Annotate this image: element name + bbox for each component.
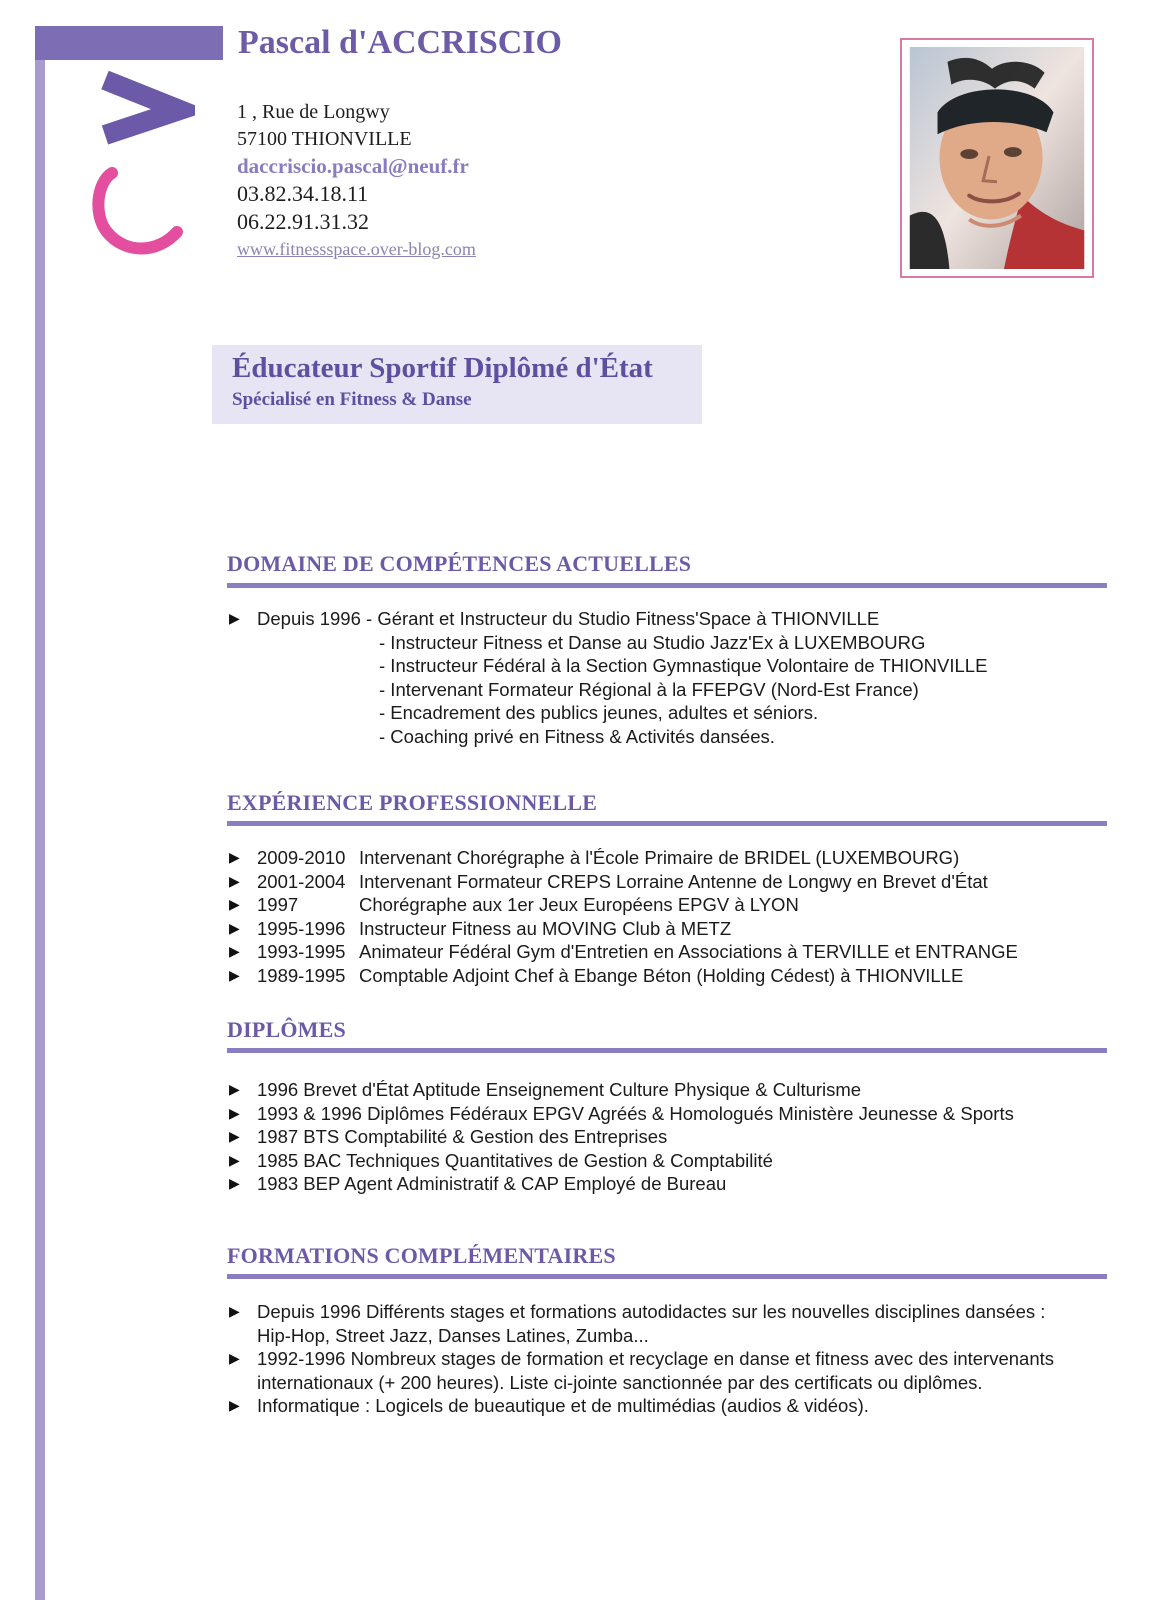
formation-item [229, 1394, 1054, 1418]
play-bullet-icon: ▶ [229, 1175, 240, 1191]
play-bullet-icon: ▶ [229, 896, 240, 912]
cv-logo-icon [85, 70, 195, 260]
portrait-photo-icon [909, 47, 1085, 269]
play-bullet-icon: ▶ [229, 1151, 240, 1168]
play-bullet-icon: ▶ [229, 872, 240, 889]
formation-line-1: Depuis 1996 Différents stages et formations autodidactes sur les nouvelles disciplines dansées : [257, 1301, 1046, 1322]
section-title-formations: FORMATIONS COMPLÉMENTAIRES [227, 1243, 616, 1268]
competence-item: - Intervenant Formateur Régional à la FFEPGV (Nord-Est France) [379, 678, 919, 700]
top-accent-bar [35, 26, 223, 60]
section-divider-competences [227, 583, 1107, 588]
experience-text: Instructeur Fitness au MOVING Club à METZ [359, 917, 732, 939]
competence-intro-item [229, 607, 987, 631]
address-line-1: 1 , Rue de Longwy [237, 101, 390, 123]
play-bullet-icon: ▶ [229, 1081, 240, 1097]
play-bullet-icon: ▶ [229, 849, 240, 865]
formation-line-2: Hip-Hop, Street Jazz, Danses Latines, Zumba... [257, 1324, 649, 1346]
experience-year: 2009-2010 [257, 847, 346, 868]
experience-item [229, 917, 1018, 941]
diploma-item [229, 1102, 1014, 1126]
professional-title: Éducateur Sportif Diplômé d'État [232, 352, 653, 384]
phone-2: 06.22.91.31.32 [237, 209, 369, 234]
experience-year: 1997 [257, 894, 299, 915]
play-bullet-icon: ▶ [229, 1397, 240, 1413]
experience-text: Intervenant Chorégraphe à l'École Primaire de BRIDEL (LUXEMBOURG) [359, 847, 960, 868]
formation-line-1: 1992-1996 Nombreux stages de formation et recyclage en danse et fitness avec des intervenants [257, 1348, 1054, 1369]
phone-1: 03.82.34.18.11 [237, 181, 369, 206]
competences-list [229, 607, 987, 748]
experience-year: 1993-1995 [257, 941, 346, 962]
experience-year: 1989-1995 [257, 964, 346, 986]
experience-text: Intervenant Formateur CREPS Lorraine Antenne de Longwy en Brevet d'État [359, 870, 988, 892]
left-accent-bar [35, 26, 45, 1600]
experience-item [229, 846, 1018, 870]
section-title-experience: EXPÉRIENCE PROFESSIONNELLE [227, 790, 598, 815]
experience-item [229, 893, 1018, 917]
section-divider-formations [227, 1274, 1107, 1279]
play-bullet-icon: ▶ [229, 919, 240, 936]
experience-item [229, 964, 1018, 988]
competence-item: - Instructeur Fédéral à la Section Gymnastique Volontaire de THIONVILLE [379, 655, 988, 676]
experience-text: Comptable Adjoint Chef à Ebange Béton (Holding Cédest) à THIONVILLE [359, 964, 964, 986]
competence-item: - Encadrement des publics jeunes, adultes et séniors. [379, 702, 819, 723]
play-bullet-icon: ▶ [229, 1350, 240, 1366]
section-divider-experience [227, 821, 1107, 826]
experience-text: Animateur Fédéral Gym d'Entretien en Associations à TERVILLE et ENTRANGE [359, 941, 1018, 962]
competence-intro-text: Depuis 1996 - Gérant et Instructeur du Studio Fitness'Space à THIONVILLE [257, 608, 880, 629]
section-title-diplomes: DIPLÔMES [227, 1017, 346, 1042]
play-bullet-icon: ▶ [229, 1303, 240, 1319]
experience-item [229, 940, 1018, 964]
diploma-text: 1993 & 1996 Diplômes Fédéraux EPGV Agréés & Homologués Ministère Jeunesse & Sports [257, 1102, 1014, 1124]
formation-line-2: internationaux (+ 200 heures). Liste ci-jointe sanctionnée par des certificats ou diplômes. [257, 1371, 983, 1393]
diploma-text: 1983 BEP Agent Administratif & CAP Employé de Bureau [257, 1173, 727, 1194]
diploma-item [229, 1149, 1014, 1173]
website-link[interactable]: www.fitnessspace.over-blog.com [237, 239, 476, 259]
experience-year: 1995-1996 [257, 917, 346, 939]
diploma-item [229, 1078, 1014, 1102]
diploma-text: 1996 Brevet d'État Aptitude Enseignement Culture Physique & Culturisme [257, 1079, 862, 1100]
professional-title-block [212, 345, 702, 424]
play-bullet-icon: ▶ [229, 966, 240, 983]
experience-list [229, 846, 1018, 987]
profile-photo [900, 38, 1094, 278]
competence-item: - Coaching privé en Fitness & Activités dansées. [379, 725, 775, 747]
play-bullet-icon: ▶ [229, 1128, 240, 1144]
experience-year: 2001-2004 [257, 870, 346, 892]
section-divider-diplomes [227, 1048, 1107, 1053]
address-line-2: 57100 THIONVILLE [237, 128, 412, 150]
competence-item: - Instructeur Fitness et Danse au Studio Jazz'Ex à LUXEMBOURG [379, 631, 926, 653]
play-bullet-icon: ▶ [229, 943, 240, 959]
formation-item [229, 1347, 1054, 1371]
play-bullet-icon: ▶ [229, 610, 240, 626]
section-title-competences: DOMAINE DE COMPÉTENCES ACTUELLES [227, 551, 692, 576]
formation-line-1: Informatique : Logicels de bueautique et de multimédias (audios & vidéos). [257, 1395, 869, 1416]
email-link[interactable]: daccriscio.pascal@neuf.fr [237, 154, 469, 178]
specialization: Spécialisé en Fitness & Danse [232, 389, 472, 410]
diploma-text: 1987 BTS Comptabilité & Gestion des Entreprises [257, 1126, 668, 1147]
formations-list [229, 1300, 1054, 1418]
experience-item [229, 870, 1018, 894]
diplomes-list [229, 1078, 1014, 1196]
formation-item [229, 1300, 1054, 1324]
diploma-item [229, 1125, 1014, 1149]
play-bullet-icon: ▶ [229, 1104, 240, 1121]
experience-text: Chorégraphe aux 1er Jeux Européens EPGV à LYON [359, 894, 799, 915]
contact-block [237, 99, 476, 262]
diploma-item [229, 1172, 1014, 1196]
diploma-text: 1985 BAC Techniques Quantitatives de Gestion & Comptabilité [257, 1149, 773, 1171]
candidate-name: Pascal d'ACCRISCIO [238, 24, 562, 61]
